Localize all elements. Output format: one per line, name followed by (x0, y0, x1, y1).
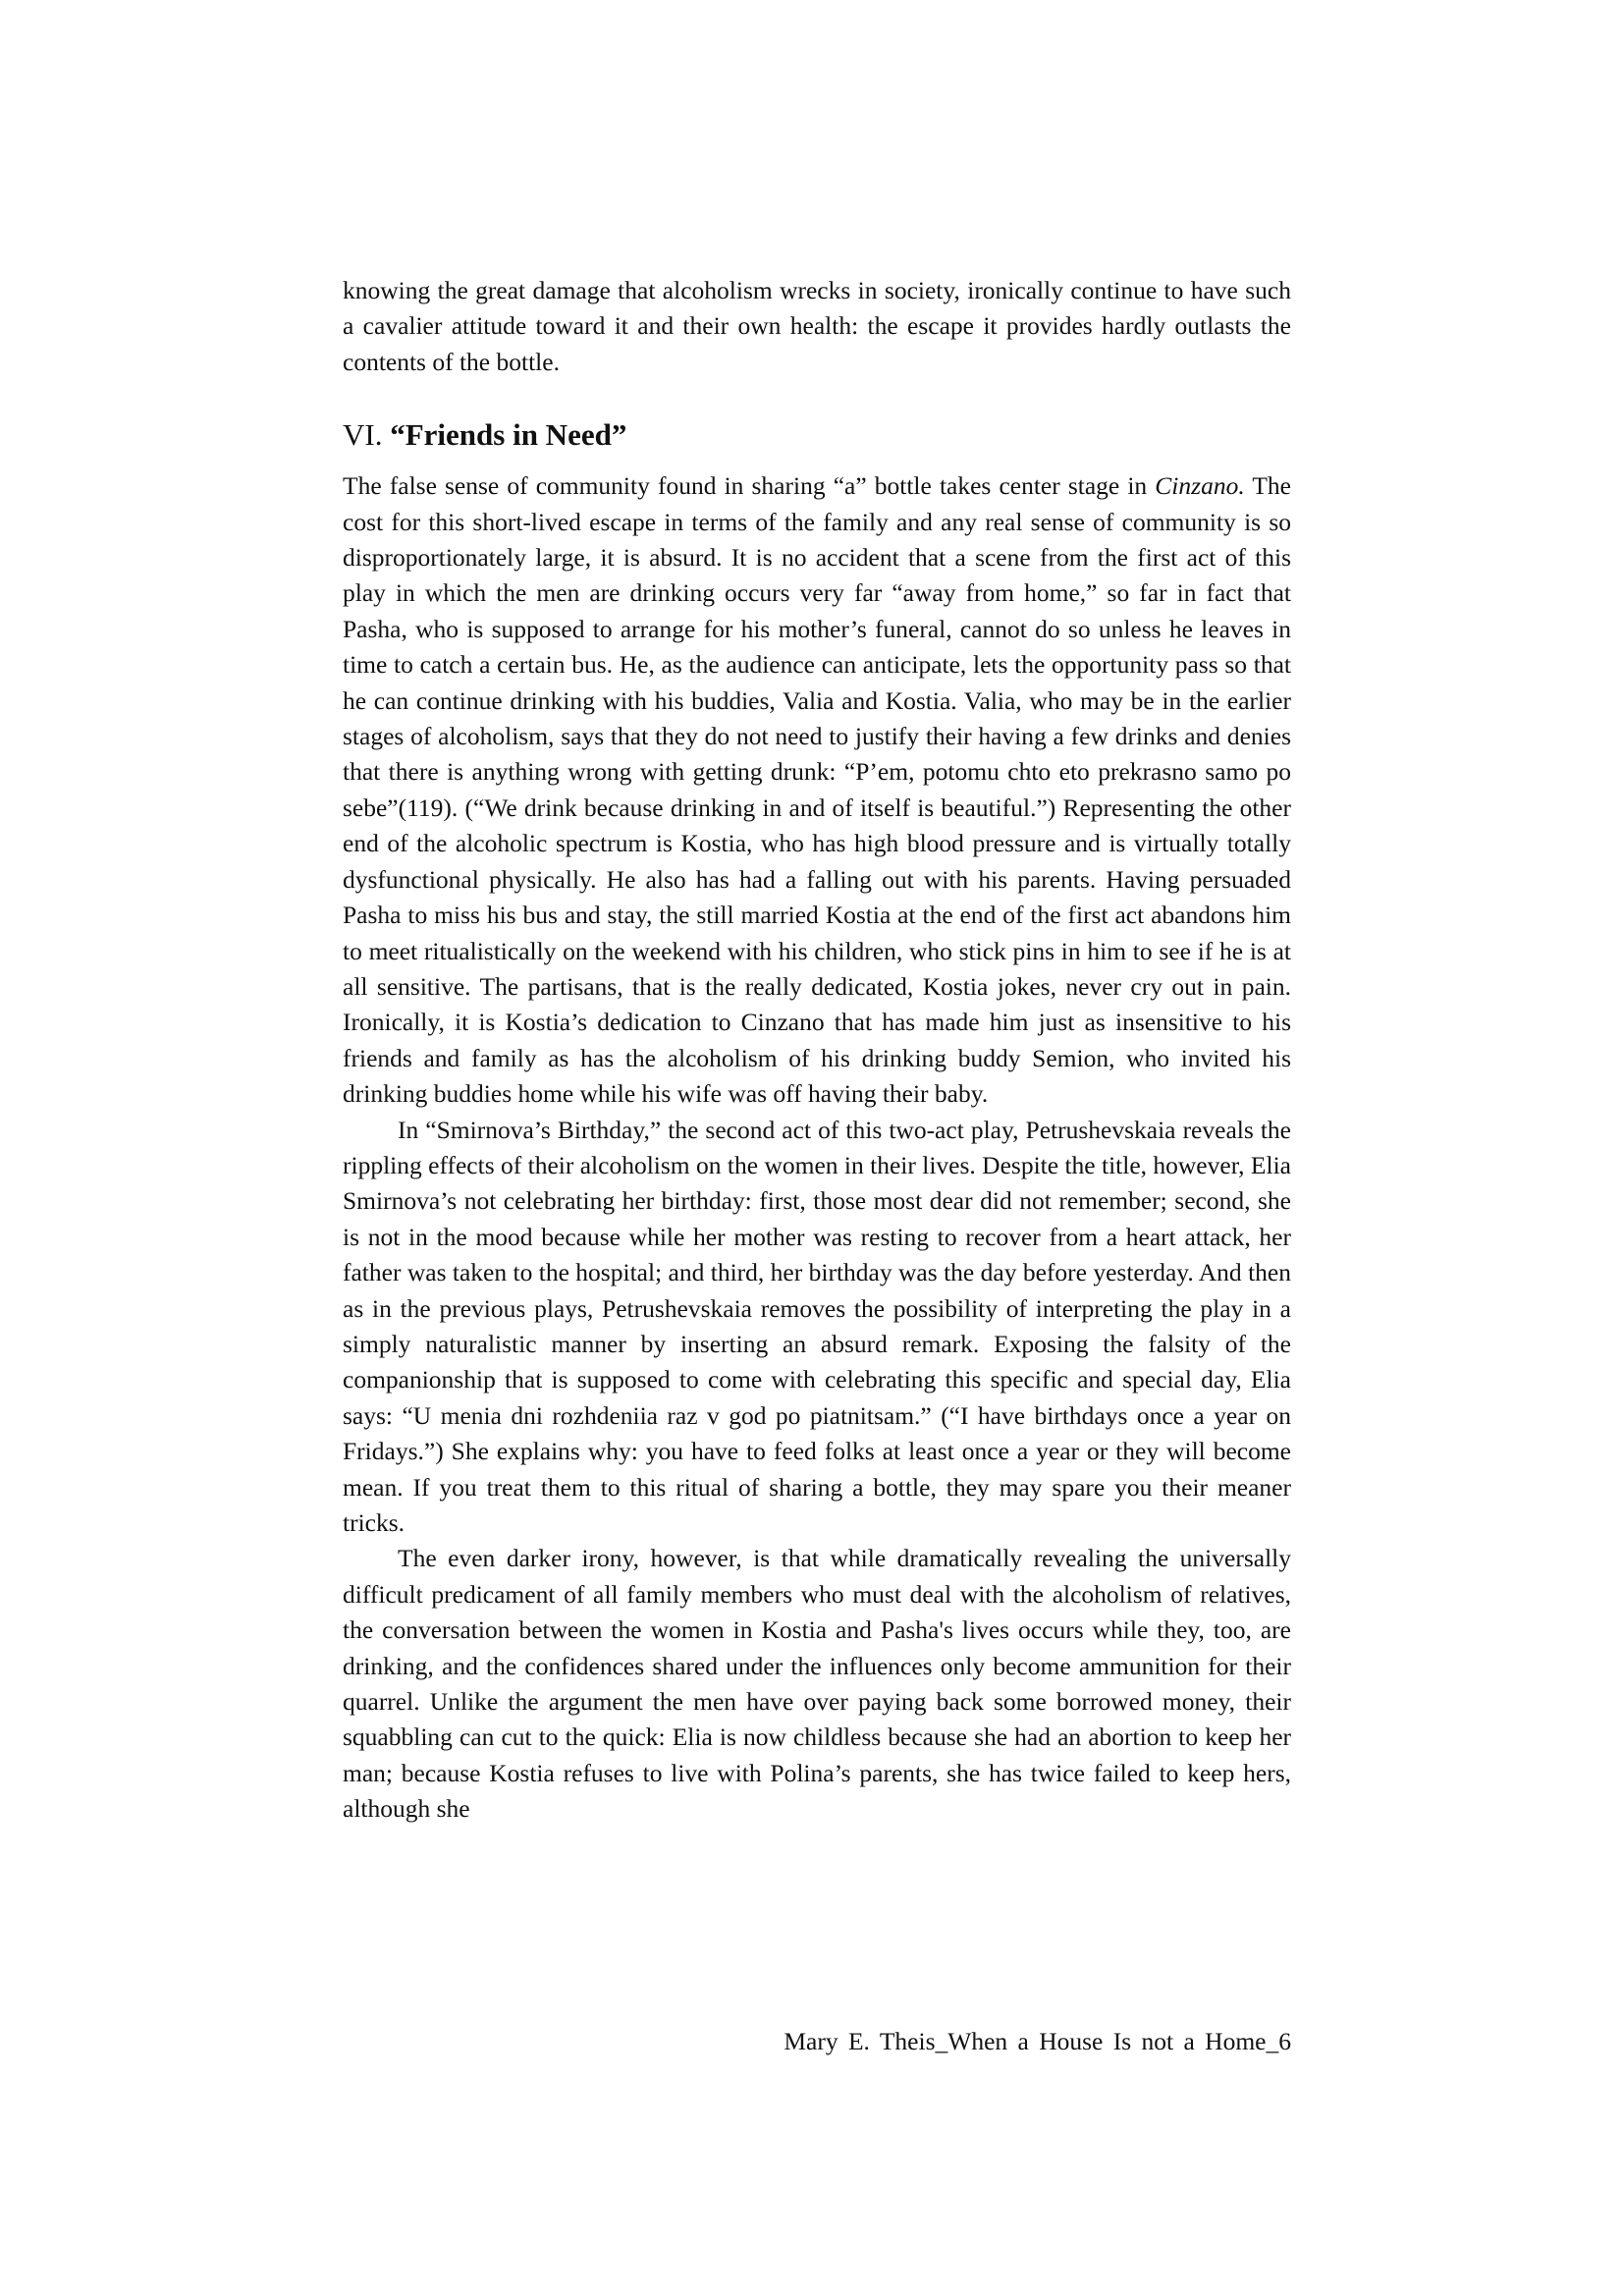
document-body (343, 273, 1291, 1828)
continued-paragraph: knowing the great damage that alcoholism wrecks in society, ironically continue to have such a cavalier attitude toward it and their own health: the escape it provides hardly outlasts the contents of the bottle. (343, 276, 1291, 376)
section-heading (343, 415, 1291, 455)
page-footer: Mary E. Theis_When a House Is not a Home_6 (784, 2027, 1291, 2055)
body-paragraph-3: The even darker irony, however, is that while dramatically revealing the universally difficult predicament of all family members who must deal with the alcoholism of relatives, the conversation between the women in Kostia and Pasha's lives occurs while they, too, are drinking, and the confidences shared under the influences only become ammunition for their quarrel. Unlike the argument the men have over paying back some borrowed money, their squabbling can cut to the quick: Elia is now childless because she had an abortion to keep her man; because Kostia refuses to live with Polina’s parents, she has twice failed to keep hers, although she (343, 1544, 1291, 1824)
body-paragraph-1 (343, 468, 1291, 1112)
section-number: VI. (343, 417, 383, 453)
play-title-italic: Cinzano. (1155, 471, 1245, 501)
section-title: “Friends in Need” (390, 417, 627, 453)
paragraph-1-lead: The false sense of community found in sharing “a” bottle takes center stage in (343, 471, 1156, 501)
body-paragraph-2: In “Smirnova’s Birthday,” the second act of this two-act play, Petrushevskaia reveals the rippling effects of their alcoholism on the women in their lives. Despite the title, however, Elia Smirnova’s not celebrating her birthday: first, those most dear did not remember; second, she is not in the mood because while her mother was resting to recover from a heart attack, her father was taken to the hospital; and third, her birthday was the day before yesterday. And then as in the previous plays, Petrushevskaia removes the possibility of interpreting the play in a simply naturalistic manner by inserting an absurd remark. Exposing the falsity of the companionship that is supposed to come with celebrating this specific and special day, Elia says: “U menia dni rozhdeniia raz v god po piatnitsam.” (“I have birthdays once a year on Fridays.”) She explains why: you have to feed folks at least once a year or they will become mean. If you treat them to this ritual of sharing a bottle, they may spare you their meaner tricks. (343, 1115, 1291, 1537)
paragraph-1-rest: The cost for this short-lived escape in terms of the family and any real sense of community is so disproportionately large, it is absurd. It is no accident that a scene from the first act of this play in which the men are drinking occurs very far “away from home,” so far in fact that Pasha, who is supposed to arrange for his mother’s funeral, cannot do so unless he leaves in time to catch a certain bus. He, as the audience can anticipate, lets the opportunity pass so that he can continue drinking with his buddies, Valia and Kostia. Valia, who may be in the earlier stages of alcoholism, says that they do not need to justify their having a few drinks and denies that there is anything wrong with getting drunk: “P’em, potomu chto eto prekrasno samo po sebe”(119). (“We drink because drinking in and of itself is beautiful.”) Representing the other end of the alcoholic spectrum is Kostia, who has high blood pressure and is virtually totally dysfunctional physically. He also has had a falling out with his parents. Having persuaded Pasha to miss his bus and stay, the still married Kostia at the end of the first act abandons him to meet ritualistically on the weekend with his children, who stick pins in him to see if he is at all sensitive. The partisans, that is the really dedicated, Kostia jokes, never cry out in pain. Ironically, it is Kostia’s dedication to Cinzano that has made him just as insensitive to his friends and family as has the alcoholism of his drinking buddy Semion, who invited his drinking buddies home while his wife was off having their baby. (343, 471, 1291, 1109)
